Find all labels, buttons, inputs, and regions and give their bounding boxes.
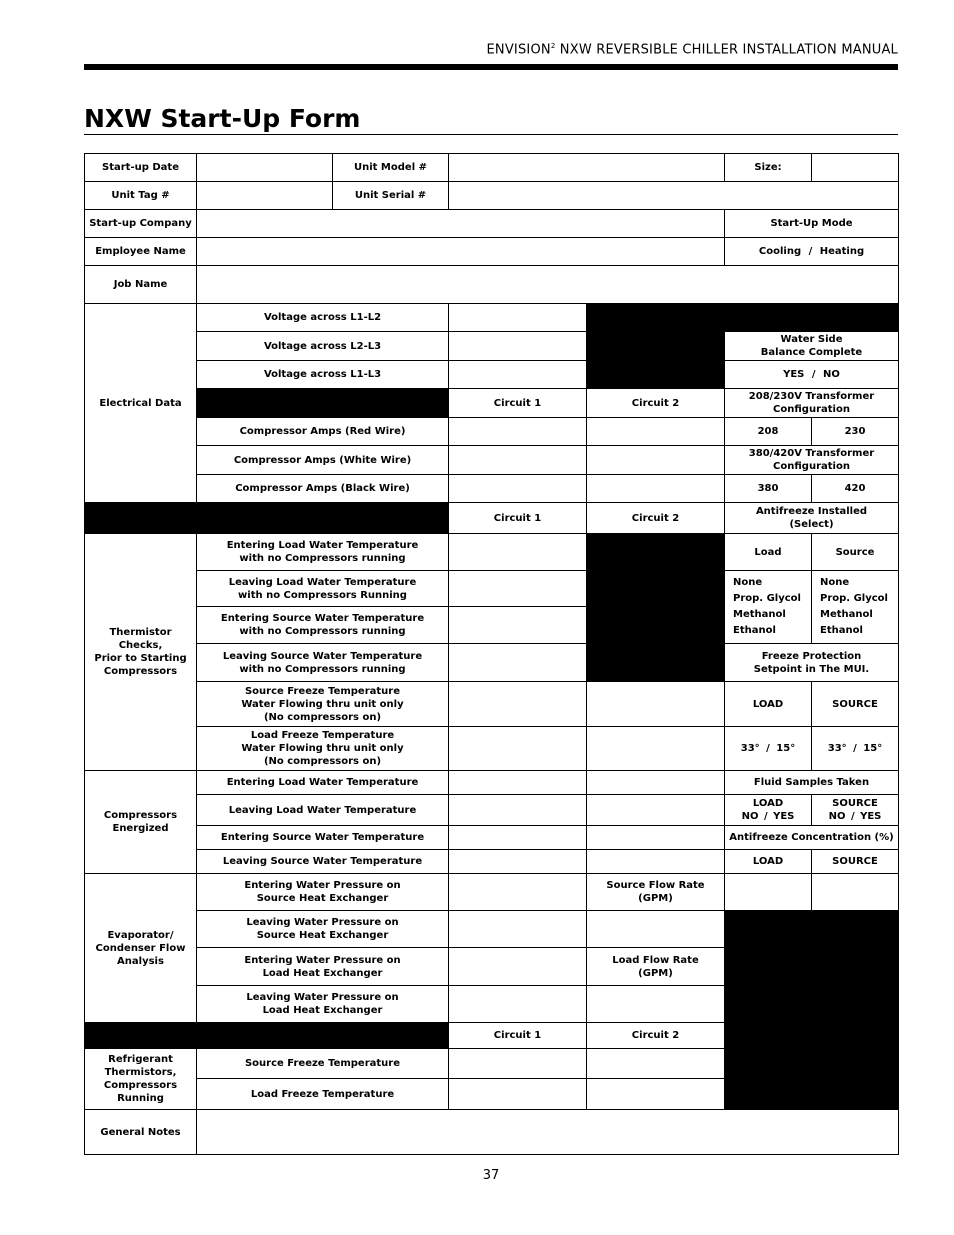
form-row: [85, 771, 899, 795]
unit-tag-field[interactable]: [197, 182, 333, 210]
comp-amps-white-circuit-1-field[interactable]: [449, 446, 587, 475]
option-380[interactable]: 380: [725, 475, 812, 503]
label-antifreeze-installed: Antifreeze Installed (Select): [725, 503, 899, 534]
load-freeze-temp-circuit-2-field[interactable]: [587, 1079, 725, 1110]
header-circuit-2: Circuit 2: [587, 1023, 725, 1049]
form-row: [85, 389, 899, 418]
label-transformer-380-420: 380/420V Transformer Configuration: [725, 446, 899, 475]
label-entering-source-no-comp: Entering Source Water Temperature with no Compressors running: [197, 607, 449, 644]
form-row: [85, 332, 899, 361]
header-antifreeze-source: Source: [812, 534, 899, 571]
form-row: [85, 874, 899, 911]
label-startup-company: Start-up Company: [85, 210, 197, 238]
header-antifreeze-load: Load: [725, 534, 812, 571]
entering-load-temp-circuit-1-field[interactable]: [449, 771, 587, 795]
blacked-out-cell: [725, 304, 899, 332]
page-title: NXW Start-Up Form: [84, 104, 361, 133]
label-compressor-amps-black: Compressor Amps (Black Wire): [197, 475, 449, 503]
fluid-sample-load-option[interactable]: LOAD NO / YES: [725, 795, 812, 826]
general-notes-field[interactable]: [197, 1110, 899, 1155]
title-rule: [84, 134, 898, 135]
header-freeze-source: SOURCE: [812, 682, 899, 727]
blacked-out-cell: [587, 304, 725, 389]
concentration-source-field[interactable]: [812, 874, 899, 911]
label-load-flow-rate: Load Flow Rate (GPM): [587, 948, 725, 986]
label-transformer-208-230: 208/230V Transformer Configuration: [725, 389, 899, 418]
option-420[interactable]: 420: [812, 475, 899, 503]
leaving-source-no-comp-field[interactable]: [449, 644, 587, 682]
leaving-load-temp-circuit-1-field[interactable]: [449, 795, 587, 826]
job-name-field[interactable]: [197, 266, 899, 304]
blacked-out-cell: [85, 1023, 449, 1049]
leaving-source-temp-circuit-2-field[interactable]: [587, 850, 725, 874]
load-freeze-temp-circuit-1-field[interactable]: [449, 1079, 587, 1110]
unit-model-field[interactable]: [449, 154, 725, 182]
entering-source-temp-circuit-2-field[interactable]: [587, 826, 725, 850]
load-flow-rate-field[interactable]: [587, 986, 725, 1023]
cooling-heating-option[interactable]: Cooling / Heating: [725, 238, 899, 266]
entering-source-no-comp-field[interactable]: [449, 607, 587, 644]
form-row: [85, 361, 899, 389]
label-source-flow-rate: Source Flow Rate (GPM): [587, 874, 725, 911]
label-electrical-data: Electrical Data: [85, 304, 197, 503]
form-row: [85, 503, 899, 534]
source-freeze-flowing-circuit-2-field[interactable]: [587, 682, 725, 727]
label-job-name: Job Name: [85, 266, 197, 304]
blacked-out-cell: [197, 389, 449, 418]
entering-pressure-load-field[interactable]: [449, 948, 587, 986]
header-rule: [84, 64, 898, 70]
form-row: [85, 238, 899, 266]
form-row: [85, 911, 899, 948]
comp-amps-red-circuit-1-field[interactable]: [449, 418, 587, 446]
form-row: [85, 682, 899, 727]
form-row: [85, 644, 899, 682]
form-row: [85, 475, 899, 503]
label-voltage-l1-l3: Voltage across L1-L3: [197, 361, 449, 389]
label-water-side-balance: Water Side Balance Complete: [725, 332, 899, 361]
antifreeze-source-options[interactable]: None Prop. Glycol Methanol Ethanol: [812, 571, 899, 644]
form-row: [85, 826, 899, 850]
label-unit-tag: Unit Tag #: [85, 182, 197, 210]
concentration-load-field[interactable]: [725, 874, 812, 911]
label-leaving-load-temp: Leaving Load Water Temperature: [197, 795, 449, 826]
option-208[interactable]: 208: [725, 418, 812, 446]
leaving-pressure-source-field[interactable]: [449, 911, 587, 948]
label-entering-pressure-source: Entering Water Pressure on Source Heat Exchanger: [197, 874, 449, 911]
entering-load-temp-circuit-2-field[interactable]: [587, 771, 725, 795]
header-freeze-load: LOAD: [725, 682, 812, 727]
blacked-out-cell: [85, 503, 449, 534]
form-row: [85, 1110, 899, 1155]
form-row: [85, 210, 899, 238]
label-evaporator-condenser-flow: Evaporator/ Condenser Flow Analysis: [85, 874, 197, 1023]
label-compressor-amps-white: Compressor Amps (White Wire): [197, 446, 449, 475]
form-row: [85, 727, 899, 771]
label-load-freeze-flowing: Load Freeze Temperature Water Flowing thru unit only (No compressors on): [197, 727, 449, 771]
label-thermistor-checks: Thermistor Checks, Prior to Starting Compressors: [85, 534, 197, 771]
label-leaving-pressure-source: Leaving Water Pressure on Source Heat Exchanger: [197, 911, 449, 948]
label-compressors-energized: Compressors Energized: [85, 771, 197, 874]
form-row: [85, 154, 899, 182]
label-employee-name: Employee Name: [85, 238, 197, 266]
label-source-freeze-temp: Source Freeze Temperature: [197, 1049, 449, 1079]
leaving-load-temp-circuit-2-field[interactable]: [587, 795, 725, 826]
header-circuit-2: Circuit 2: [587, 503, 725, 534]
source-flow-rate-field[interactable]: [587, 911, 725, 948]
leaving-load-no-comp-field[interactable]: [449, 571, 587, 607]
source-freeze-temp-circuit-1-field[interactable]: [449, 1049, 587, 1079]
startup-form-table: [84, 153, 899, 1155]
label-startup-date: Start-up Date: [85, 154, 197, 182]
comp-amps-white-circuit-2-field[interactable]: [587, 446, 725, 475]
label-leaving-source-no-comp: Leaving Source Water Temperature with no Compressors running: [197, 644, 449, 682]
size-field[interactable]: [812, 154, 899, 182]
form-row: [85, 571, 899, 607]
label-antifreeze-concentration: Antifreeze Concentration (%): [725, 826, 899, 850]
voltage-l2-l3-field[interactable]: [449, 332, 587, 361]
header-concentration-load: LOAD: [725, 850, 812, 874]
page-number: 37: [482, 1168, 500, 1183]
header-circuit-1: Circuit 1: [449, 1023, 587, 1049]
comp-amps-red-circuit-2-field[interactable]: [587, 418, 725, 446]
option-230[interactable]: 230: [812, 418, 899, 446]
voltage-l1-l2-field[interactable]: [449, 304, 587, 332]
form-row: [85, 418, 899, 446]
source-freeze-flowing-circuit-1-field[interactable]: [449, 682, 587, 727]
form-row: [85, 446, 899, 475]
leaving-source-temp-circuit-1-field[interactable]: [449, 850, 587, 874]
startup-company-field[interactable]: [197, 210, 725, 238]
water-side-yes-no-option[interactable]: YES / NO: [725, 361, 899, 389]
startup-date-field[interactable]: [197, 154, 333, 182]
employee-name-field[interactable]: [197, 238, 725, 266]
blacked-out-cell: [725, 911, 899, 1110]
leaving-pressure-load-field[interactable]: [449, 986, 587, 1023]
label-entering-pressure-load: Entering Water Pressure on Load Heat Exchanger: [197, 948, 449, 986]
label-compressor-amps-red: Compressor Amps (Red Wire): [197, 418, 449, 446]
entering-source-temp-circuit-1-field[interactable]: [449, 826, 587, 850]
header-circuit-2: Circuit 2: [587, 389, 725, 418]
label-general-notes: General Notes: [85, 1110, 197, 1155]
label-entering-load-no-comp: Entering Load Water Temperature with no Compressors running: [197, 534, 449, 571]
label-voltage-l2-l3: Voltage across L2-L3: [197, 332, 449, 361]
source-freeze-temp-circuit-2-field[interactable]: [587, 1049, 725, 1079]
fluid-sample-source-option[interactable]: SOURCE NO / YES: [812, 795, 899, 826]
manual-header: ENVISION$^2$ NXW REVERSIBLE CHILLER INSTALLATION MANUAL: [486, 42, 898, 58]
antifreeze-load-options[interactable]: None Prop. Glycol Methanol Ethanol: [725, 571, 812, 644]
label-startup-mode: Start-Up Mode: [725, 210, 899, 238]
comp-amps-black-circuit-2-field[interactable]: [587, 475, 725, 503]
unit-serial-field[interactable]: [449, 182, 899, 210]
label-leaving-pressure-load: Leaving Water Pressure on Load Heat Exchanger: [197, 986, 449, 1023]
label-leaving-load-no-comp: Leaving Load Water Temperature with no Compressors Running: [197, 571, 449, 607]
form-row: [85, 266, 899, 304]
label-source-freeze-flowing: Source Freeze Temperature Water Flowing thru unit only (No compressors on): [197, 682, 449, 727]
entering-pressure-source-field[interactable]: [449, 874, 587, 911]
label-entering-source-temp: Entering Source Water Temperature: [197, 826, 449, 850]
form-row: [85, 795, 899, 826]
label-refrigerant-thermistors: Refrigerant Thermistors, Compressors Running: [85, 1049, 197, 1110]
comp-amps-black-circuit-1-field[interactable]: [449, 475, 587, 503]
label-load-freeze-temp: Load Freeze Temperature: [197, 1079, 449, 1110]
load-freeze-flowing-circuit-2-field[interactable]: [587, 727, 725, 771]
form-row: [85, 850, 899, 874]
header-circuit-1: Circuit 1: [449, 503, 587, 534]
form-row: [85, 534, 899, 571]
freeze-setpoint-source-option[interactable]: 33° / 15°: [812, 727, 899, 771]
entering-load-no-comp-field[interactable]: [449, 534, 587, 571]
label-size: Size:: [725, 154, 812, 182]
label-freeze-protection: Freeze Protection Setpoint in The MUI.: [725, 644, 899, 682]
label-entering-load-temp: Entering Load Water Temperature: [197, 771, 449, 795]
label-unit-model: Unit Model #: [333, 154, 449, 182]
voltage-l1-l3-field[interactable]: [449, 361, 587, 389]
label-voltage-l1-l2: Voltage across L1-L2: [197, 304, 449, 332]
form-row: [85, 304, 899, 332]
label-fluid-samples-taken: Fluid Samples Taken: [725, 771, 899, 795]
label-leaving-source-temp: Leaving Source Water Temperature: [197, 850, 449, 874]
freeze-setpoint-load-option[interactable]: 33° / 15°: [725, 727, 812, 771]
load-freeze-flowing-circuit-1-field[interactable]: [449, 727, 587, 771]
header-concentration-source: SOURCE: [812, 850, 899, 874]
label-unit-serial: Unit Serial #: [333, 182, 449, 210]
header-circuit-1: Circuit 1: [449, 389, 587, 418]
form-row: [85, 182, 899, 210]
blacked-out-cell: [587, 534, 725, 682]
